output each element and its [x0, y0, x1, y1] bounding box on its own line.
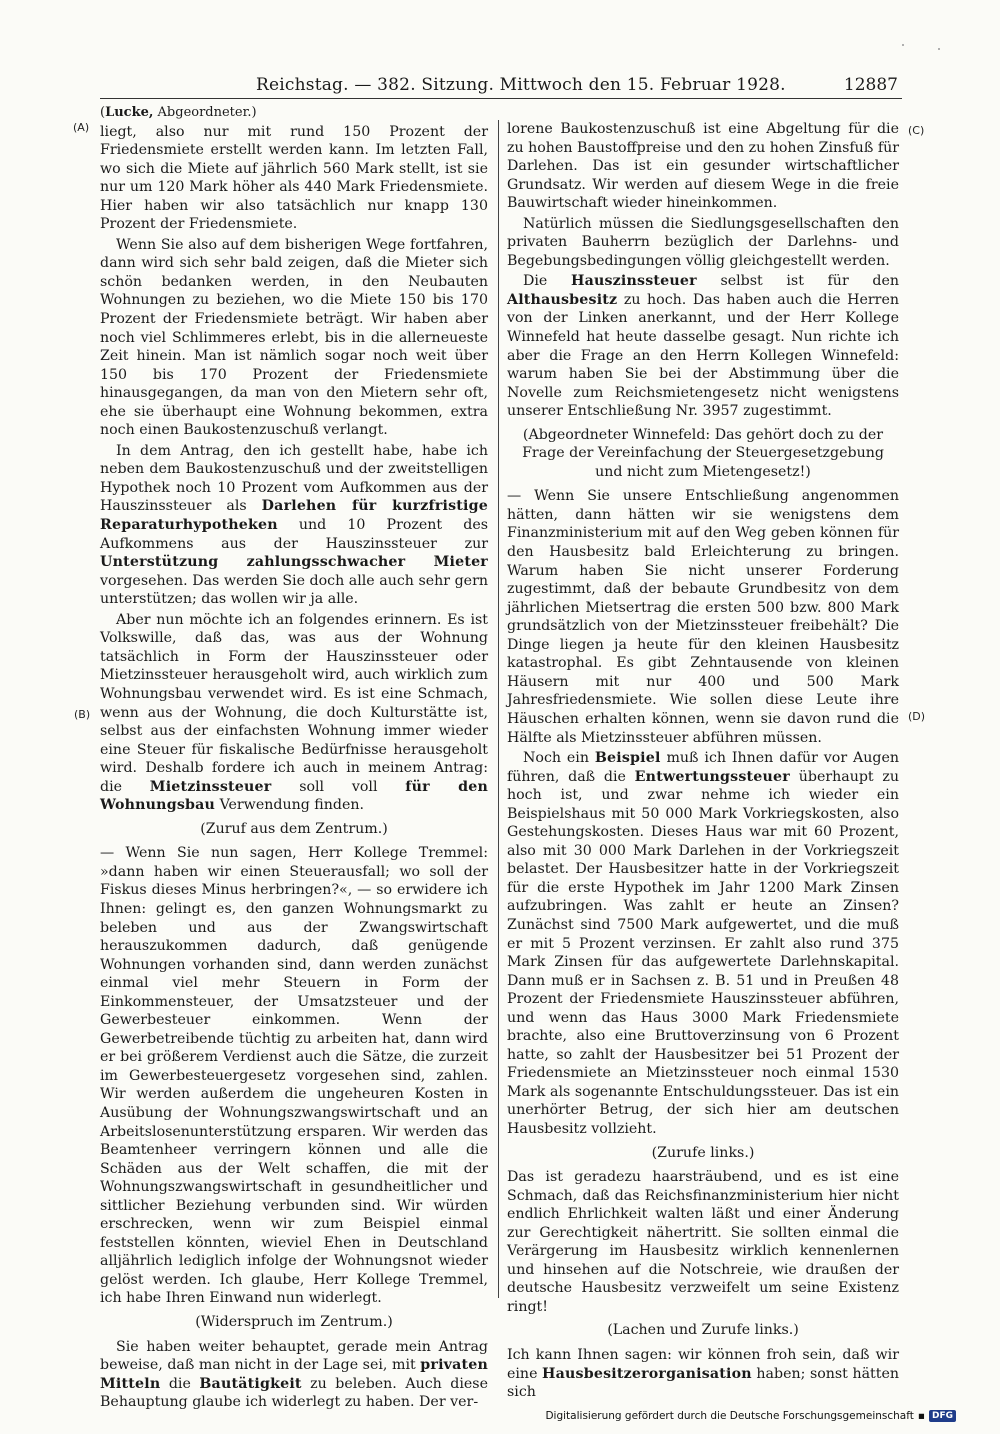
paragraph: lorene Baukostenzuschuß ist eine Abgeltung für die zu hohen Baustoffpreise und den zu hohen Zinsfuß für Darlehen. Das ist ein gesunder wirtschaftlicher Grundsatz. Wir werden auf diesem Wege in die freie Bauwirtschaft wieder hineinkommen. — [507, 121, 899, 212]
text-run: Noch ein — [523, 750, 589, 767]
page-number: 12887 — [843, 75, 898, 95]
text-run: die — [168, 1375, 191, 1392]
paragraph: — Wenn Sie nun sagen, Herr Kollege Tremmel: »dann haben wir einen Steuerausfall; wo soll der Fiskus dieses Minus herbringen?«, — so erwidere ich Ihnen: gelingt es, den ganzen Wohnungsmarkt zu beleben und aus der Zwangswirtschaft herauszukommen dadurch, daß genügende Wohnungen vorhanden sind, dann werden zunächst einmal viel mehr Steuern in Form der Einkommensteuer, der Umsatzsteuer und der Gewerbesteuer einkommen. Wenn der Gewerbetreibende tüchtig zu arbeiten hat, dann wird er bei größerem Verdienst auch die Sätze, die zurzeit im Gewerbesteuergesetz vorgesehen sind, zahlen. Wir werden außerdem die ungeheuren Kosten in Ausübung der Wohnungszwangswirtschaft und an Arbeitslosenunterstützung ersparen. Wir werden das Beamtenheer verringern können und alle die Schäden aus der Welt schaffen, die mit der Wohnungszwangswirtschaft in gesundheitlicher und sittlicher Beziehung verbunden sind. Wir würden erschrecken, wenn wir zum Beispiel einmal feststellen könnten, wieviel Ehen in Deutschland alljährlich lediglich infolge der Wohnungsnot wieder gelöst werden. Ich glaube, Herr Kollege Tremmel, ich habe Ihren Einwand nun widerlegt. — [100, 845, 488, 1307]
emphasis: Bautätigkeit — [199, 1375, 302, 1392]
emphasis: für den Wohnungsbau — [100, 778, 489, 814]
footer-text: Digitalisierung gefördert durch die Deutsche Forschungsgemeinschaft — [545, 1410, 914, 1422]
text-run: überhaupt zu hoch ist, und zwar nehme ich wieder ein Beispielshaus mit 50 000 Mark Vorkriegskosten, also Gestehungskosten. Dieses Haus war mit 60 Prozent, also mit 30 000 Mark Darlehen in der Vorkriegszeit belastet. Der Hausbesitzer hatte in der Vorkriegszeit für die erste Hypothek im Jahr 1200 Mark Zinsen aufzubringen. Was zahlt er heute an Zinsen? Zunächst sind 7500 Mark aufgewertet, und die muß er mit 5 Prozent verzinsen. Er zahlt also rund 375 Mark Zinsen für das aufgewertete Darlehnskapital. Dann muß er in Sachsen z. B. 51 und in Preußen 48 Prozent der Friedensmiete Hauszinssteuer abführen, und wenn das Haus 3000 Mark Friedensmiete brachte, also eine Bruttoverzinsung von 6 Prozent hatte, so zahlt der Hausbesitzer bei 51 Prozent der Friedensmiete an Mietzinssteuer noch einmal 1530 Mark als sogenannte Entschuldungssteuer. Das ist ein unerhörter Betrug, der sich hier am deutschen Hausbesitz vollzieht. — [507, 768, 900, 1137]
interjection: (Zuruf aus dem Zentrum.) — [200, 820, 388, 837]
scan-speck — [938, 48, 940, 50]
paragraph: Wenn Sie also auf dem bisherigen Wege fortfahren, dann wird sich sehr bald zeigen, daß die Mieter sich schön bedanken werden, in den Neubauten Wohnungen zu beziehen, wo die Miete 150 bis 170 Prozent der Friedensmiete beträgt. Wir haben aber noch viel Schlimmeres erlebt, bis in die allerneueste Zeit hinein. Man ist nämlich sogar noch weit über 150 bis 170 Prozent der Friedensmiete hinausgegangen, da man von den Mietern sehr oft, ehe sie überhaupt eine Wohnung bekommen, extra noch einen Baukostenzuschuß verlangt. — [100, 236, 488, 439]
text-run: muß ich Ihnen dafür vor Augen führen, daß die — [507, 750, 899, 785]
text-run: zu hoch. Das haben auch die Herren von der Linken anerkannt, und der Herr Kollege Winnefeld hat heute dasselbe gesagt. Nun richte ich aber die Frage an den Herrn Kollegen Winnefeld: warum haben Sie bei der Abstimmung über die Novelle zum Reichsmietengesetz nicht wenigstens unserer Entschließung Nr. 3957 zugestimmt. — [507, 291, 899, 420]
column-divider — [498, 120, 499, 1298]
margin-marker-a: (A) — [73, 121, 90, 134]
page-title: Reichstag. — 382. Sitzung. Mittwoch den 15. Februar 1928. — [256, 75, 786, 95]
paragraph — [507, 272, 899, 420]
text-run: selbst ist für den — [720, 273, 899, 290]
scan-speck — [902, 44, 904, 46]
footer — [545, 1410, 956, 1422]
margin-marker-b: (B) — [74, 708, 91, 721]
text-run: und 10 Prozent des Aufkommens aus der Hauszinssteuer zur — [100, 517, 488, 552]
emphasis: Mietzinssteuer — [149, 778, 272, 795]
text-run: zu beleben. Auch diese Behauptung glaube ich widerlegt zu haben. Der ver- — [100, 1375, 488, 1411]
paragraph: — Wenn Sie unsere Entschließung angenommen hätten, dann hätten wir sie wenigstens dem Finanzministerium mit auf den Weg geben können für den Hausbesitz bald Erleichterung zu bringen. Warum haben Sie nicht unserer Forderung zugestimmt, daß der bebaute Grundbesitz von dem jährlichen Mietsertrag die ersten 500 bzw. 800 Mark grundsätzlich von der Mietzinssteuer freibehält? Die Dinge liegen ja heute für den kleinen Hausbesitz katastrophal. Es gibt Zehntausende von kleinen Häusern mit nur 400 und 500 Mark Jahresfriedensmiete. Wie sollen diese Leute ihre Häuschen erhalten können, wenn sie davon rund die Hälfte als Mietzinssteuer abführen müssen. — [507, 488, 899, 746]
speaker-line: (Lucke, Abgeordneter.) — [100, 105, 257, 120]
emphasis: Beispiel — [594, 750, 661, 767]
header-rule — [100, 98, 902, 99]
emphasis: privaten Mitteln — [100, 1357, 488, 1392]
paragraph: liegt, also nur mit rund 150 Prozent der Friedensmiete erstellt werden kann. Im letzten Fall, wo sich die Miete auf jährlich 560 Mark stellt, ist sie nur um 120 Mark höher als 440 Mark Friedensmiete. Hier haben wir also tatsächlich nur knapp 130 Prozent der Friedensmiete. — [100, 123, 488, 233]
dfg-logo-icon: ▪ — [917, 1410, 925, 1422]
text-run: soll voll — [299, 778, 378, 795]
interjection: (Widerspruch im Zentrum.) — [195, 1314, 393, 1330]
text-run: In dem Antrag, den ich gestellt habe, habe ich neben dem Baukostenzuschuß und der zweitstelligen Hypothek noch 10 Prozent vom Aufkommen aus der Hauszinssteuer als — [100, 442, 488, 515]
paragraph: Das ist geradezu haarsträubend, und es ist eine Schmach, daß das Reichsfinanzministerium hier nicht endlich Ehrlichkeit walten läßt und einer Änderung zur Gerechtigkeit nähertritt. Sie sollten einmal die Verärgerung im Hausbesitz wirklich kennenlernen und hinsehen auf die Notschreie, wie draußen der deutsche Hausbesitz verzweifelt um seine Existenz ringt! — [507, 1169, 899, 1315]
text-run: Sie haben weiter behauptet, gerade mein Antrag beweise, daß man nicht in der Lage sei, mit — [100, 1338, 488, 1374]
text-run: Verwendung finden. — [219, 797, 365, 814]
emphasis: Hausbesitzerorganisation — [542, 1365, 752, 1382]
emphasis: Unterstützung zahlungsschwacher Mieter — [100, 554, 488, 571]
emphasis: Entwertungssteuer — [634, 768, 790, 785]
interjection: (Lachen und Zurufe links.) — [607, 1322, 799, 1339]
dfg-logo: DFG — [929, 1410, 956, 1422]
interjection: (Zurufe links.) — [651, 1144, 755, 1161]
emphasis: Darlehen für kurzfristige Reparaturhypotheken — [100, 498, 488, 534]
text-run: Ich kann Ihnen sagen: wir können froh sein, daß wir eine — [507, 1347, 899, 1382]
paragraph — [507, 1346, 899, 1402]
text-run: Aber nun möchte ich an folgendes erinnern. Es ist Volkswille, daß das, was aus der Wohnung tatsächlich in Form der Hauszinssteuer oder Mietzinssteuer herausgeholt wird, auch wirklich zum Wohnungsbau verwendet wird. Es ist eine Schmach, wenn aus der Wohnung, die doch Kulturstätte ist, selbst aus der einfachsten Wohnung immer wieder eine Steuer für fiskalische Bedürfnisse herausgeholt wird. Deshalb fordere ich auch in meinem Antrag: die — [100, 611, 488, 795]
text-run: vorgesehen. Das werden Sie doch alle auch sehr gern unterstützen; das wollen wir ja alle. — [100, 572, 488, 608]
left-column — [100, 104, 488, 1412]
margin-marker-c: (C) — [908, 124, 925, 137]
text-run: Die — [523, 273, 548, 290]
paragraph — [507, 749, 899, 1138]
margin-marker-d: (D) — [908, 710, 926, 723]
paragraph: Natürlich müssen die Siedlungsgesellschaften den privaten Bauherrn bezüglich der Darlehns- und Begebungsbedingungen völlig gleichgestellt werden. — [507, 215, 899, 269]
emphasis: Althausbesitz — [507, 291, 618, 308]
paragraph — [100, 1338, 488, 1412]
emphasis: Hauszinssteuer — [570, 273, 697, 290]
page-header — [100, 72, 900, 98]
speaker-role: Abgeordneter.) — [157, 105, 257, 120]
paragraph — [100, 442, 488, 609]
speaker-name: Lucke, — [105, 105, 154, 120]
right-column — [507, 120, 899, 1402]
text-run: haben; sonst hätten sich — [507, 1365, 899, 1401]
paragraph — [100, 611, 488, 815]
interjection: (Abgeordneter Winnefeld: Das gehört doch zu der Frage der Vereinfachung der Steuergesetzgebung und nicht zum Mietengesetz!) — [522, 426, 884, 480]
